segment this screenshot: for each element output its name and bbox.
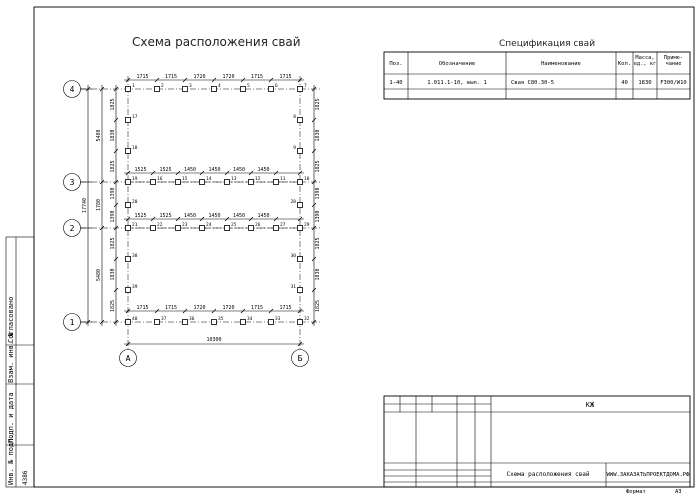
pile-label: 18 [132,146,138,151]
pile-marker [176,180,181,185]
pile-marker [151,180,156,185]
pile-marker [155,87,160,92]
title-block [384,396,690,495]
pile-label: 29 [304,223,310,228]
dim-label-row4: 1720 [193,74,206,80]
pile-label: 13 [231,177,237,182]
pile-plan [126,83,310,325]
dim-label-left-inner: 1825 [110,98,116,111]
side-label-inv-number: 4386 [22,470,29,485]
pile-label: 2 [161,84,164,89]
dim-label-right: 1830 [315,268,321,281]
stamp-format-value: А3 [675,489,682,495]
pile-marker [126,118,131,123]
pile-marker [151,226,156,231]
spec-header-note: Приме- чание [663,55,684,67]
spec-cell-mass: 1830 [638,80,652,86]
dim-label-right: 1825 [315,98,321,111]
pile-marker [298,180,303,185]
pile-label: 30 [290,254,296,259]
dim-label-right: 1825 [315,237,321,250]
pile-marker [225,180,230,185]
stamp-company: WWW.ЗАКАЗАТЬПРОЕКТДОМА.РФ [606,472,690,478]
pile-label: 9 [293,146,296,151]
pile-label: 10 [304,177,310,182]
dim-label-left-outer: 5480 [96,129,102,142]
pile-marker [126,257,131,262]
pile-label: 6 [275,84,278,89]
dim-label-left-inner: 1825 [110,237,116,250]
dim-label-row3: 1450 [232,167,246,173]
stamp-code: КЖ [585,401,595,409]
dim-label-row4: 1715 [136,74,149,80]
pile-marker [126,87,131,92]
pile-label: 38 [132,254,138,259]
pile-label: 19 [132,177,138,182]
pile-marker [200,180,205,185]
pile-marker [298,87,303,92]
spec-cell-qty: 40 [621,80,628,86]
dim-label-row1: 1715 [136,305,149,311]
spec-title: Спецификация свай [499,39,596,49]
pile-marker [200,226,205,231]
dim-label-row1: 1715 [164,305,178,311]
pile-label: 12 [255,177,261,182]
pile-marker [298,288,303,293]
axis-label-row: 2 [69,224,75,233]
side-label-agreed: Согласовано [7,296,15,343]
pile-label: 11 [280,177,286,182]
pile-label: 32 [304,317,310,322]
dim-label-right: 1390 [315,210,321,223]
pile-label: 31 [290,285,296,290]
axis-label-col: А [125,354,131,363]
pile-marker [274,226,279,231]
sheet-frame [34,7,694,487]
pile-label: 36 [189,317,195,322]
pile-label: 37 [161,317,167,322]
spec-header-name: Наименование [541,61,581,67]
pile-label: 4 [218,84,221,89]
spec-cell-pos: 1-40 [389,80,403,86]
spec-header-mass: Масса, ед., кг [633,55,657,67]
pile-marker [212,87,217,92]
pile-marker [176,226,181,231]
pile-marker [298,118,303,123]
pile-marker [269,320,274,325]
pile-marker [269,87,274,92]
pile-label: 16 [157,177,163,182]
dim-label-row3: 1450 [208,167,221,173]
pile-marker [225,226,230,231]
pile-marker [298,149,303,154]
spec-header-pos: Поз. [389,61,403,67]
dim-label-row4: 1715 [164,74,178,80]
pile-marker [126,320,131,325]
dimension-lines [82,74,321,346]
axis-label-col: Б [297,354,303,363]
dim-label-row4: 1715 [250,74,264,80]
pile-label: 21 [132,223,138,228]
pile-marker [298,257,303,262]
pile-label: 5 [247,84,250,89]
pile-marker [298,203,303,208]
pile-label: 35 [218,317,224,322]
pile-marker [126,180,131,185]
dim-label-left-inner: 1825 [110,299,116,313]
pile-marker [298,320,303,325]
dim-label-left-inner: 1825 [110,160,116,173]
pile-label: 15 [182,177,188,182]
dim-label-row2: 1450 [257,213,270,219]
pile-marker [212,320,217,325]
pile-label: 28 [290,200,296,205]
axis-label-row: 3 [69,178,75,187]
pile-label: 25 [231,223,237,228]
pile-marker [155,320,160,325]
spec-header-qty: Кол. [617,61,632,67]
pile-label: 20 [132,200,138,205]
dim-label-row3: 1450 [257,167,270,173]
dim-label-row1: 1720 [222,305,235,311]
pile-marker [274,180,279,185]
spec-cell-note: F300/W10 [660,80,687,86]
dim-label-row1: 1715 [279,305,292,311]
pile-marker [183,320,188,325]
pile-label: 22 [157,223,163,228]
dim-label-right: 1825 [315,299,321,313]
pile-marker [249,180,254,185]
dim-label-row4: 1715 [279,74,292,80]
dim-label-left-inner: 1830 [110,129,116,142]
pile-label: 17 [132,115,138,120]
dim-label-left-outer: 1780 [96,198,102,212]
side-label-sign-date: Подп. и дата [7,392,15,443]
pile-label: 40 [132,317,138,322]
pile-label: 34 [247,317,253,322]
dim-label-right: 1825 [315,160,321,173]
pile-label: 1 [132,84,135,89]
spec-header-designation: Обозначение [438,61,476,67]
pile-marker [249,226,254,231]
dim-label-row2: 1525 [159,213,172,219]
pile-marker [126,149,131,154]
side-stamp [6,237,34,487]
pile-marker [126,288,131,293]
dim-label-left-inner: 1830 [110,268,116,281]
stamp-sheet-name: Схема расположения свай [506,471,590,478]
spec-table [384,39,690,99]
dim-label-left-inner: 1390 [110,210,116,223]
pile-label: 39 [132,285,138,290]
spec-cell-name: Свая С80.30-5 [511,80,555,86]
dim-label-total-height: 17740 [82,197,88,214]
pile-label: 26 [255,223,261,228]
pile-label: 14 [206,177,212,182]
dim-label-row2: 1525 [134,213,147,219]
dim-label-row3: 1525 [159,167,172,173]
dim-label-row2: 1450 [183,213,197,219]
dim-label-row1: 1720 [193,305,206,311]
drawing-title: Схема расположения свай [132,35,301,49]
pile-marker [241,320,246,325]
dim-label-row3: 1450 [183,167,197,173]
dim-label-right: 1390 [315,187,321,200]
pile-marker [126,203,131,208]
dim-label-right: 1830 [315,129,321,142]
dim-label-row2: 1450 [232,213,246,219]
dim-label-row1: 1715 [250,305,264,311]
dim-label-row4: 1720 [222,74,235,80]
dim-label-row3: 1525 [134,167,147,173]
axis-label-row: 4 [69,85,75,94]
pile-marker [241,87,246,92]
pile-label: 33 [275,317,281,322]
spec-cell-designation: 1.011.1-10, вып. 1 [427,80,487,86]
pile-label: 3 [189,84,192,89]
side-label-replace: Взам. инв. № [7,332,15,383]
pile-marker [183,87,188,92]
stamp-format-label: Формат [626,489,646,495]
axis-label-row: 1 [69,318,75,327]
pile-label: 27 [280,223,286,228]
pile-marker [298,226,303,231]
pile-label: 23 [182,223,188,228]
pile-marker [126,226,131,231]
dim-label-left-inner: 1390 [110,187,116,200]
dim-label-row2: 1450 [208,213,221,219]
dim-label-total-width: 10300 [206,337,222,343]
dim-label-left-outer: 5480 [96,268,102,282]
pile-label: 7 [304,84,307,89]
side-label-inv: Инв. № подл. [7,434,15,485]
pile-label: 8 [293,115,296,120]
pile-label: 24 [206,223,212,228]
